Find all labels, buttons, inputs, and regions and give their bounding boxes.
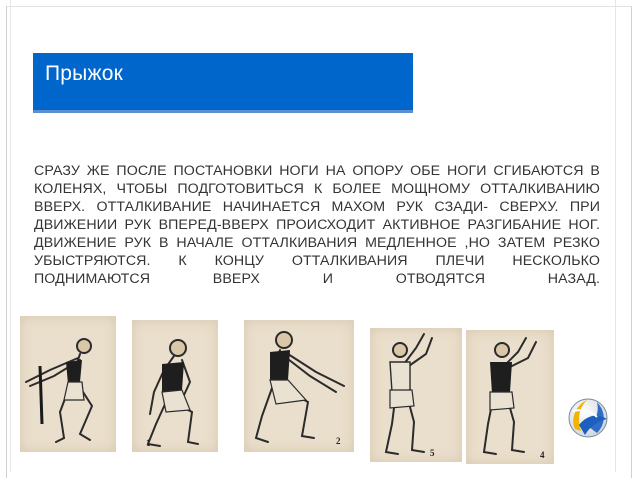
slide-body-text: СРАЗУ ЖЕ ПОСЛЕ ПОСТАНОВКИ НОГИ НА ОПОРУ ОБЕ НОГИ СГИБАЮТСЯ В КОЛЕНЯХ, ЧТОБЫ ПОДГОТОВИТЬСЯ К БОЛЕЕ МОЩНОМУ ОТТАЛКИВАНИЮ ВВЕРХ. ОТТАЛКИВАНИЕ НАЧИНАЕТСЯ МАХОМ РУК СЗАДИ- СВЕРХУ. ПРИ ДВИЖЕНИИ РУК ВПЕРЕД-ВВЕРХ ПРОИСХОДИТ АКТИВНОЕ РАЗГИБАНИЕ НОГ. ДВИЖЕНИЕ РУК В НАЧАЛЕ ОТТАЛКИВАНИЯ МЕДЛЕННОЕ ,НО ЗАТЕМ РЕЗКО УБЫСТРЯЮТСЯ. К КОНЦУ ОТТАЛКИВАНИЯ ПЛЕЧИ НЕСКОЛЬКО ПОДНИМАЮТСЯ ВВЕРХ И ОТВОДЯТСЯ НАЗАД. (34, 163, 600, 287)
athlete-squat-drawing (132, 320, 218, 452)
figure-number-2: 1 (146, 438, 151, 448)
volleyball-icon (567, 397, 609, 439)
figure-number-4: 5 (430, 448, 435, 458)
figure-number-5: 4 (540, 450, 545, 460)
figure-image-4 (370, 328, 462, 462)
figure-number-3: 2 (336, 436, 341, 446)
figure-image-2 (132, 320, 218, 452)
figure-image-3 (244, 320, 354, 452)
title-box (33, 53, 413, 113)
athlete-arms-up-drawing-1 (370, 328, 462, 462)
athlete-arms-back-drawing (20, 316, 116, 452)
figure-image-5 (466, 330, 554, 464)
slide-title: Прыжок (45, 62, 123, 85)
athlete-arms-up-drawing-2 (466, 330, 554, 464)
athlete-arms-forward-drawing (244, 320, 354, 452)
figure-image-1 (20, 316, 116, 452)
